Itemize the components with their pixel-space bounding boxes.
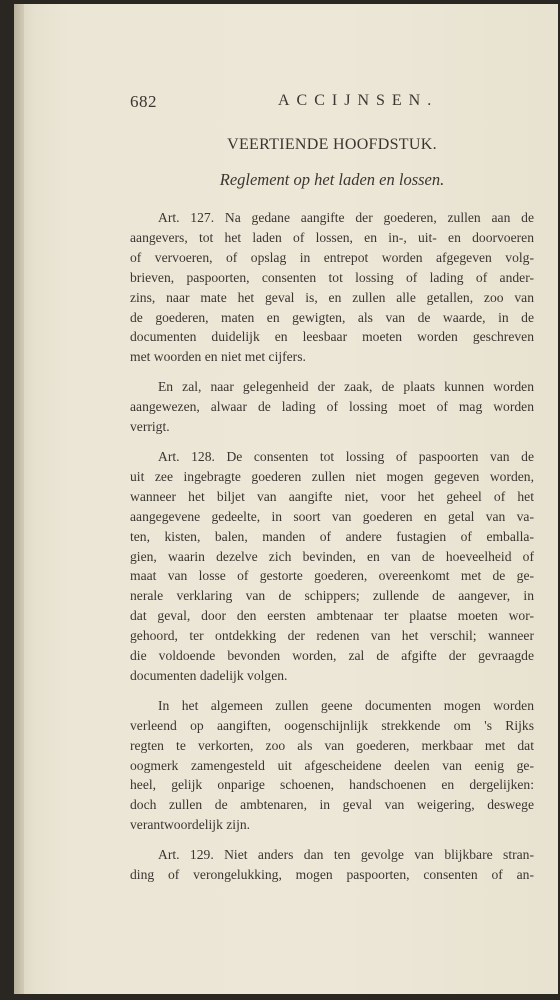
- text-line: Art. 127. Na gedane aangifte der goederen, zullen aan de: [158, 210, 534, 225]
- page-text-block: [130, 88, 534, 895]
- text-line: met woorden en niet met cijfers.: [130, 349, 306, 365]
- text-line: Art. 128. De consenten tot lossing of paspoorten van de: [158, 448, 534, 464]
- text-line: aangevers, tot het laden of lossen, en in-, uit- en doorvoeren: [130, 229, 534, 245]
- text-line: verrigt.: [130, 419, 170, 435]
- text-line: aangewezen, alwaar de lading of lossing moet of mag worden: [130, 399, 534, 415]
- paragraph: [130, 208, 534, 367]
- text-line: verleend op aangiften, oogenschijnlijk strekkende om 's Rijks: [130, 717, 534, 733]
- page-spine-shadow: [14, 4, 24, 994]
- text-line: doch zullen de ambtenaren, in geval van weigering, deswege: [130, 797, 534, 813]
- text-line: En zal, naar gelegenheid der zaak, de plaats kunnen worden: [158, 379, 534, 395]
- text-line: die voldoende bevonden worden, zal de afgifte der gevraagde: [130, 648, 534, 664]
- running-title: ACCIJNSEN.: [278, 92, 439, 109]
- text-line: In het algemeen zullen geene documenten mogen worden: [158, 697, 534, 713]
- text-line: wanneer het biljet van aangifte niet, voor het geheel of het: [130, 488, 534, 504]
- section-title: Reglement op het laden en lossen.: [219, 170, 445, 189]
- text-line: verantwoordelijk zijn.: [130, 817, 251, 833]
- text-line: ten, kisten, balen, manden of andere fustagien of emballa-: [130, 528, 534, 544]
- body-text: [130, 208, 534, 885]
- text-line: uit zee ingebragte goederen zullen niet mogen gegeven worden,: [130, 468, 534, 484]
- text-line: Art. 129. Niet anders dan ten gevolge van blijkbare stran-: [158, 847, 534, 863]
- text-line: aangegevene gedeelte, in soort van goederen en getal van va-: [130, 508, 534, 524]
- running-head: [130, 88, 534, 116]
- paragraph: [130, 845, 534, 885]
- text-line: maat van losse of gestorte goederen, overeenkomt met de ge-: [130, 568, 534, 584]
- text-line: nerale verklaring van de schippers; zullende de aangever, in: [130, 588, 534, 604]
- text-line: oogmerk zamengesteld uit afgescheidene deelen van eenig ge-: [130, 757, 534, 773]
- text-line: brieven, paspoorten, consenten tot lossing of lading of ander-: [130, 269, 534, 285]
- text-line: documenten dadelijk volgen.: [130, 667, 288, 683]
- text-line: heel, gelijk onparige schoenen, handschoenen en dergelijken:: [130, 777, 534, 793]
- text-line: gehoord, ter ontdekking der redenen van het verschil; wanneer: [130, 628, 534, 644]
- text-line: documenten duidelijk en leesbaar moeten worden geschreven: [130, 329, 534, 345]
- text-line: dat geval, door den eersten ambtenaar ter plaatse moeten wor-: [130, 608, 534, 624]
- text-line: de goederen, maten en gewigten, als van de waarde, in de: [130, 309, 534, 325]
- paragraph: [130, 696, 534, 835]
- text-line: gien, waarin dezelve zich bevinden, en van de hoeveelheid of: [130, 548, 534, 564]
- text-line: ding of verongelukking, mogen paspoorten, consenten of an-: [130, 867, 534, 883]
- paragraph: [130, 377, 534, 437]
- text-line: zins, naar mate het geval is, en zullen alle getallen, zoo van: [130, 289, 534, 305]
- page-number: 682: [130, 92, 157, 111]
- chapter-title: VEERTIENDE HOOFDSTUK.: [227, 136, 437, 153]
- paragraph: [130, 447, 534, 686]
- text-line: regten te verkorten, zoo als van goederen, merkbaar met dat: [130, 737, 534, 753]
- text-line: of vervoeren, of opslag in entrepot worden afgegeven volg-: [130, 249, 534, 265]
- book-page: [14, 4, 558, 994]
